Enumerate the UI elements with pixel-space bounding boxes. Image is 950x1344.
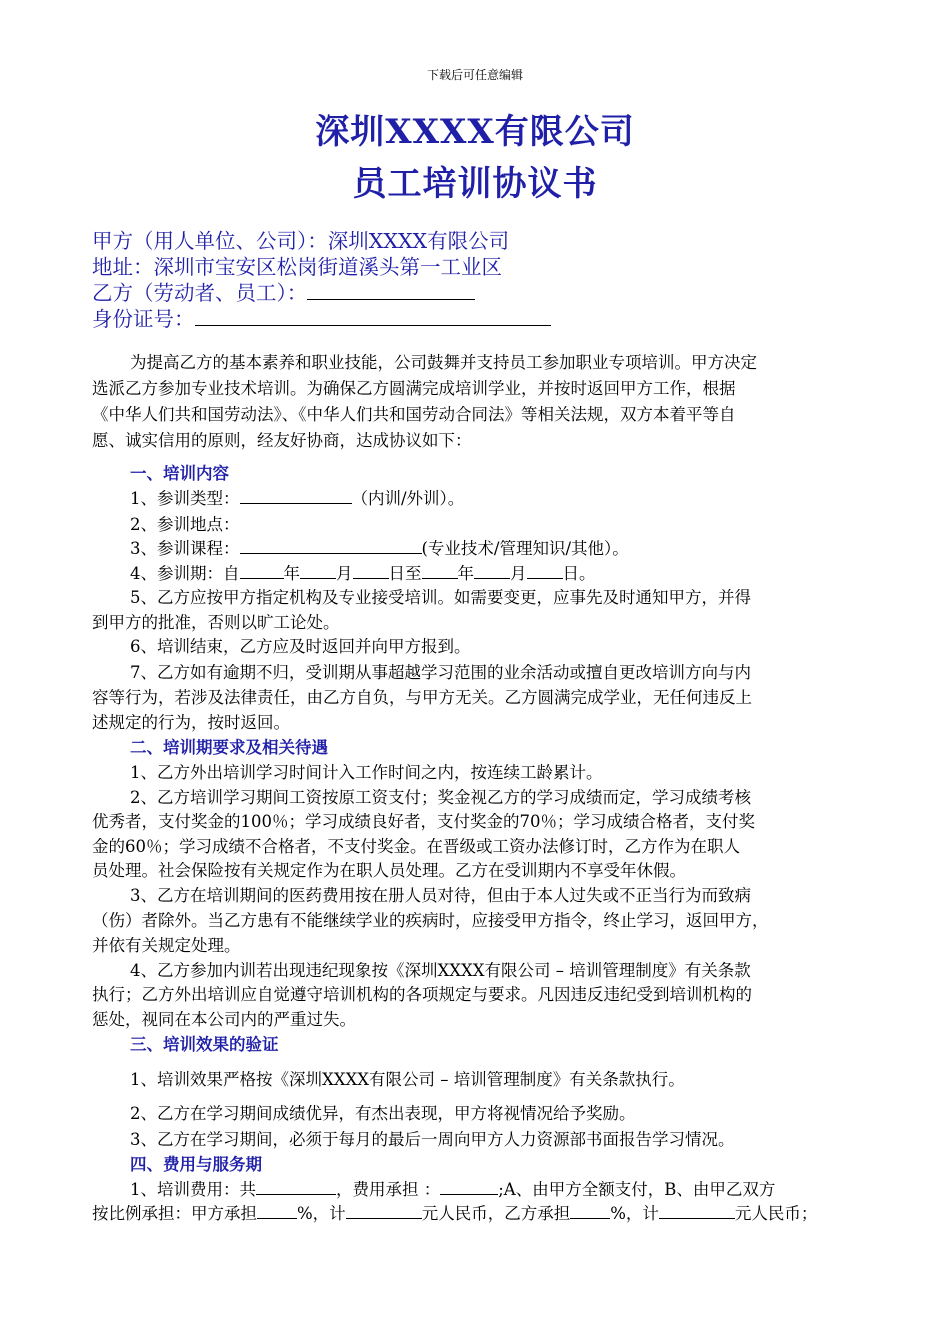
clause: 2、乙方培训学习期间工资按原工资支付；奖金视乙方的学习成绩而定，学习成绩考核 — [130, 788, 751, 807]
fee-bearer-blank[interactable] — [440, 1180, 498, 1195]
intro-line: 选派乙方参加专业技术培训。为确保乙方圆满完成培训学业，并按时返回甲方工作，根据 — [92, 379, 736, 398]
date-blank[interactable] — [422, 564, 458, 579]
clause: （伤）者除外。当乙方患有不能继续学业的疾病时，应接受甲方指令，终止学习，返回甲方， — [92, 911, 769, 930]
party-b-blank[interactable] — [307, 298, 475, 300]
clause: 6、培训结束，乙方应及时返回并向甲方报到。 — [130, 637, 471, 656]
header-note: 下载后可任意编辑 — [426, 68, 523, 82]
party-b-percent-blank[interactable] — [570, 1204, 610, 1219]
id-label: 身份证号： — [92, 307, 195, 331]
training-type-blank[interactable] — [240, 489, 352, 504]
party-address: 地址：深圳市宝安区松岗街道溪头第一工业区 — [92, 255, 502, 279]
section-title: 一、培训内容 — [130, 464, 229, 483]
date-blank[interactable] — [527, 564, 563, 579]
party-a-amount-blank[interactable] — [346, 1204, 422, 1219]
clause: 按比例承担：甲方承担 %，计 元人民币，乙方承担 %，计 元人民币； — [92, 1204, 818, 1223]
clause: 7、乙方如有逾期不归，受训期从事超越学习范围的业余活动或擅自更改培训方向与内 — [130, 663, 751, 682]
party-a: 甲方（用人单位、公司）：深圳XXXX有限公司 — [92, 229, 510, 253]
date-blank[interactable] — [353, 564, 389, 579]
clause: 3、参训课程： (专业技术/管理知识/其他）。 — [130, 539, 629, 558]
section-title: 三、培训效果的验证 — [130, 1035, 279, 1054]
document-title-line1: 深圳XXXX有限公司 — [315, 112, 635, 152]
clause: 1、培训效果严格按《深圳XXXX有限公司 – 培训管理制度》有关条款执行。 — [130, 1070, 685, 1089]
clause: 惩处，视同在本公司内的严重过失。 — [92, 1010, 356, 1029]
fee-total-blank[interactable] — [256, 1180, 336, 1195]
clause: 1、乙方外出培训学习时间计入工作时间之内，按连续工龄累计。 — [130, 763, 603, 782]
clause: 2、参训地点： — [130, 515, 240, 534]
date-blank[interactable] — [474, 564, 510, 579]
intro-line: 愿、诚实信用的原则，经友好协商，达成协议如下： — [92, 431, 472, 450]
clause: 员处理。社会保险按有关规定作为在职人员处理。乙方在受训期内不享受年休假。 — [92, 861, 686, 880]
course-blank[interactable] — [240, 539, 422, 554]
party-b-label: 乙方（劳动者、员工）： — [92, 281, 308, 305]
clause: 3、乙方在培训期间的医药费用按在册人员对待，但由于本人过失或不正当行为而致病 — [130, 886, 751, 905]
date-blank[interactable] — [300, 564, 336, 579]
clause: 5、乙方应按甲方指定机构及专业接受培训。如需要变更，应事先及时通知甲方，并得 — [130, 588, 751, 607]
clause: 执行；乙方外出培训应自觉遵守培训机构的各项规定与要求。凡因违反违纪受到培训机构的 — [92, 985, 752, 1004]
intro-line: 《中华人们共和国劳动法》、《中华人们共和国劳动合同法》等相关法规，双方本着平等自 — [92, 405, 736, 424]
date-blank[interactable] — [240, 564, 284, 579]
section-title: 四、费用与服务期 — [130, 1155, 262, 1174]
clause: 到甲方的批准，否则以旷工论处。 — [92, 613, 340, 632]
clause: 金的60％；学习成绩不合格者，不支付奖金。在晋级或工资办法修订时，乙方作为在职人 — [92, 837, 740, 856]
clause: 3、乙方在学习期间，必须于每月的最后一周向甲方人力资源部书面报告学习情况。 — [130, 1130, 735, 1149]
clause: 4、参训期：自 年 月 日至 年 月 日。 — [130, 564, 596, 583]
document-title-line2: 员工培训协议书 — [352, 164, 598, 204]
party-a-percent-blank[interactable] — [257, 1204, 297, 1219]
clause: 优秀者，支付奖金的100％；学习成绩良好者，支付奖金的70％；学习成绩合格者，支付奖 — [92, 812, 755, 831]
id-blank[interactable] — [195, 324, 551, 326]
clause: 2、乙方在学习期间成绩优异，有杰出表现，甲方将视情况给予奖励。 — [130, 1104, 636, 1123]
clause: 并依有关规定处理。 — [92, 936, 241, 955]
id-number — [92, 302, 551, 332]
clause: 1、培训费用：共 ，费用承担 ： ;A、由甲方全额支付，B、由甲乙双方 — [130, 1180, 776, 1199]
intro-line: 为提高乙方的基本素养和职业技能，公司鼓舞并支持员工参加职业专项培训。甲方决定 — [130, 353, 757, 372]
clause: 容等行为，若涉及法律责任，由乙方自负，与甲方无关。乙方圆满完成学业，无任何违反上 — [92, 688, 752, 707]
section-title: 二、培训期要求及相关待遇 — [130, 738, 328, 757]
clause: 4、乙方参加内训若出现违纪现象按《深圳XXXX有限公司 – 培训管理制度》有关条款 — [130, 961, 751, 980]
party-b-amount-blank[interactable] — [659, 1204, 735, 1219]
clause: 述规定的行为，按时返回。 — [92, 713, 290, 732]
clause: 1、参训类型： （内训/外训）。 — [130, 489, 465, 508]
